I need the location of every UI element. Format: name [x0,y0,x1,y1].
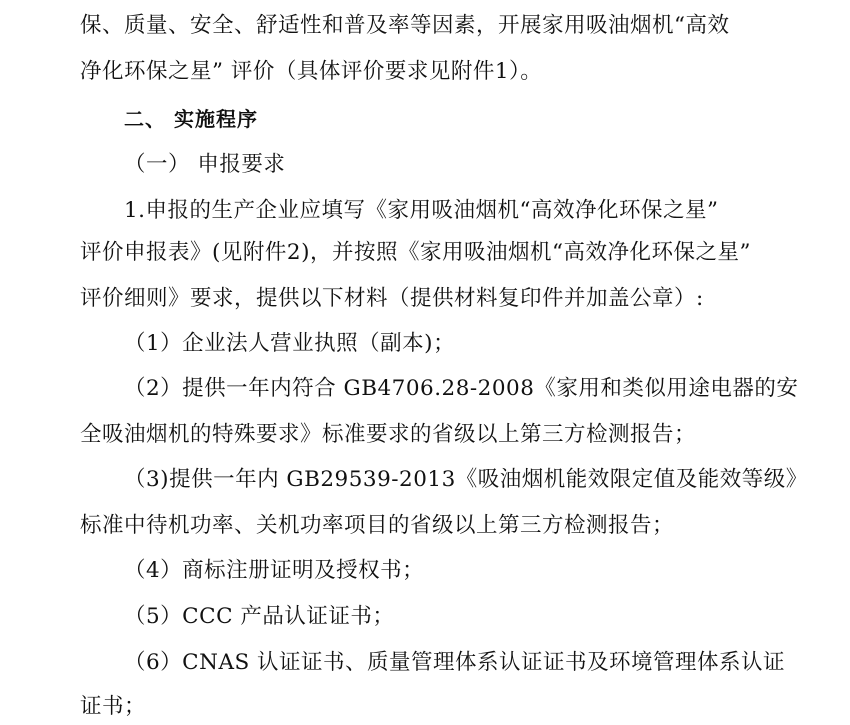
text-line-1: 保、质量、安全、舒适性和普及率等因素，开展家用吸油烟机“高效 [80,13,730,38]
list-item-6: （6）CNAS 认证证书、质量管理体系认证证书及环境管理体系认证 [124,650,786,675]
list-item-1: （1）企业法人营业执照（副本)； [124,331,456,356]
text-line-5: 1.申报的生产企业应填写《家用吸油烟机“高效净化环保之星” [124,198,719,223]
list-item-3-cont: 标准中待机功率、关机功率项目的省级以上第三方检测报告； [80,513,675,538]
list-item-4: （4）商标注册证明及授权书； [124,558,425,583]
subsection-heading: （一） 申报要求 [124,152,286,177]
list-item-6-cont: 证书； [80,694,147,719]
list-item-2-cont: 全吸油烟机的特殊要求》标准要求的省级以上第三方检测报告； [80,422,697,447]
list-item-5: （5）CCC 产品认证证书； [124,604,395,629]
text-line-7: 评价细则》要求，提供以下材料（提供材料复印件并加盖公章）: [80,286,704,311]
section-heading: 二、 实施程序 [124,107,258,131]
list-item-2: （2）提供一年内符合 GB4706.28-2008《家用和类似用途电器的安 [124,376,799,401]
text-line-6: 评价申报表》(见附件2)，并按照《家用吸油烟机“高效净化环保之星” [80,240,751,265]
text-line-2: 净化环保之星” 评价（具体评价要求见附件1）。 [80,59,543,84]
list-item-3: （3)提供一年内 GB29539-2013《吸油烟机能效限定值及能效等级》 [124,467,808,492]
